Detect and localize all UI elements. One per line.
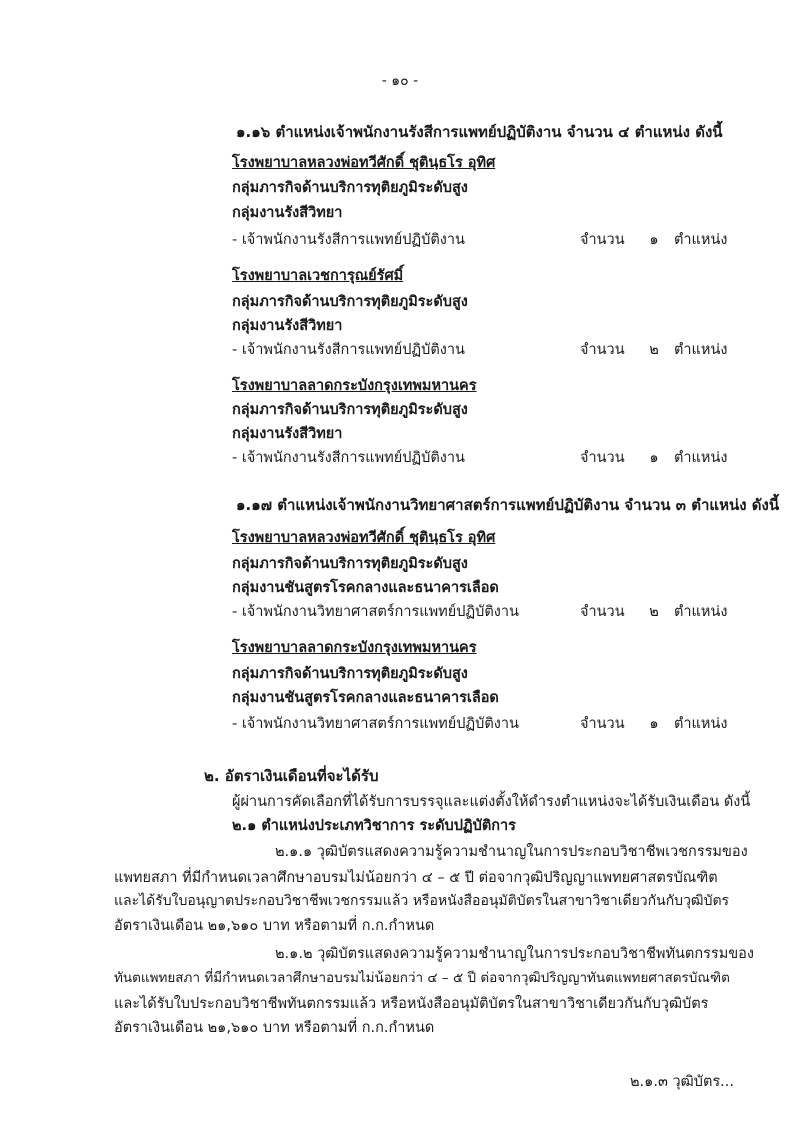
section-heading-1-17: ๑.๑๗ ตำแหน่งเจ้าพนักงานวิทยาศาสตร์การแพทย์ปฏิบัติงาน จำนวน ๓ ตำแหน่ง ดังนี้	[236, 496, 780, 514]
division-name: กลุ่มภารกิจด้านบริการทุติยภูมิระดับสูง	[232, 402, 468, 418]
hospital-name: โรงพยาบาลหลวงพ่อทวีศักดิ์ ชุตินฺธโร อุทิศ	[232, 155, 496, 171]
count-unit: ตำแหน่ง	[674, 450, 728, 466]
count-value: ๒	[649, 604, 659, 620]
paragraph-line: อัตราเงินเดือน ๒๑,๖๑๐ บาท หรือตามที่ ก.ก.กำหนด	[114, 1020, 435, 1036]
section-heading-1-16: ๑.๑๖ ตำแหน่งเจ้าพนักงานรังสีการแพทย์ปฏิบัติงาน จำนวน ๔ ตำแหน่ง ดังนี้	[236, 123, 723, 141]
hospital-name: โรงพยาบาลหลวงพ่อทวีศักดิ์ ชุตินฺธโร อุทิศ	[232, 530, 496, 546]
count-unit: ตำแหน่ง	[674, 232, 728, 248]
count-unit: ตำแหน่ง	[674, 604, 728, 620]
group-name: กลุ่มงานรังสีวิทยา	[232, 318, 343, 334]
count-value: ๒	[649, 342, 659, 358]
count-label: จำนวน	[580, 604, 625, 620]
division-name: กลุ่มภารกิจด้านบริการทุติยภูมิระดับสูง	[232, 666, 468, 682]
count-value: ๑	[649, 232, 659, 248]
position-name: - เจ้าพนักงานรังสีการแพทย์ปฏิบัติงาน	[232, 342, 465, 358]
count-value: ๑	[649, 450, 659, 466]
division-name: กลุ่มภารกิจด้านบริการทุติยภูมิระดับสูง	[232, 180, 468, 196]
group-name: กลุ่มงานรังสีวิทยา	[232, 205, 343, 221]
paragraph-line: และได้รับใบอนุญาตประกอบวิชาชีพเวชกรรมแล้ว หรือหนังสืออนุมัติบัตรในสาขาวิชาเดียวกันกับวุฒิบัตร	[114, 893, 730, 909]
division-name: กลุ่มภารกิจด้านบริการทุติยภูมิระดับสูง	[232, 556, 468, 572]
position-count	[580, 338, 727, 361]
salary-intro: ผู้ผ่านการคัดเลือกที่ได้รับการบรรจุและแต่งตั้งให้ดำรงตำแหน่งจะได้รับเงินเดือน ดังนี้	[232, 794, 751, 810]
count-label: จำนวน	[580, 342, 625, 358]
paragraph-line: แพทยสภา ที่มีกำหนดเวลาศึกษาอบรมไม่น้อยกว่า ๔ – ๕ ปี ต่อจากวุฒิปริญญาแพทยศาสตรบัณฑิต	[114, 870, 718, 886]
division-name: กลุ่มภารกิจด้านบริการทุติยภูมิระดับสูง	[232, 294, 468, 310]
paragraph-line: ๒.๑.๑ วุฒิบัตรแสดงความรู้ความชำนาญในการประกอบวิชาชีพเวชกรรมของ	[275, 844, 748, 860]
position-name: - เจ้าพนักงานวิทยาศาสตร์การแพทย์ปฏิบัติงาน	[232, 604, 519, 620]
group-name: กลุ่มงานรังสีวิทยา	[232, 426, 343, 442]
paragraph-line: และได้รับใบประกอบวิชาชีพทันตกรรมแล้ว หรือหนังสืออนุมัติบัตรในสาขาวิชาเดียวกันกับวุฒิบัตร	[114, 996, 709, 1012]
count-label: จำนวน	[580, 716, 625, 732]
hospital-name: โรงพยาบาลลาดกระบังกรุงเทพมหานคร	[232, 640, 477, 656]
position-name: - เจ้าพนักงานรังสีการแพทย์ปฏิบัติงาน	[232, 450, 465, 466]
paragraph-line: ๒.๑.๒ วุฒิบัตรแสดงความรู้ความชำนาญในการประกอบวิชาชีพทันตกรรมของ	[275, 946, 754, 962]
group-name: กลุ่มงานชันสูตรโรคกลางและธนาคารเลือด	[232, 690, 499, 706]
salary-sub-heading: ๒.๑ ตำแหน่งประเภทวิชาการ ระดับปฏิบัติการ	[232, 818, 516, 834]
hospital-name: โรงพยาบาลลาดกระบังกรุงเทพมหานคร	[232, 378, 477, 394]
position-count	[580, 228, 727, 251]
count-label: จำนวน	[580, 232, 625, 248]
salary-heading: ๒. อัตราเงินเดือนที่จะได้รับ	[204, 767, 379, 785]
hospital-name: โรงพยาบาลเวชการุณย์รัศมิ์	[232, 268, 404, 284]
group-name: กลุ่มงานชันสูตรโรคกลางและธนาคารเลือด	[232, 580, 499, 596]
page-number: - ๑๐ -	[381, 73, 419, 89]
count-value: ๑	[649, 716, 659, 732]
position-count	[580, 600, 727, 623]
position-count	[580, 712, 727, 735]
continuation-marker: ๒.๑.๓ วุฒิบัตร...	[630, 1074, 734, 1090]
position-name: - เจ้าพนักงานรังสีการแพทย์ปฏิบัติงาน	[232, 232, 465, 248]
paragraph-line: ทันตแพทยสภา ที่มีกำหนดเวลาศึกษาอบรมไม่น้อยกว่า ๔ – ๕ ปี ต่อจากวุฒิปริญญาทันตแพทยศาสตรบัณฑิต	[114, 970, 730, 986]
count-label: จำนวน	[580, 450, 625, 466]
count-unit: ตำแหน่ง	[674, 716, 728, 732]
position-name: - เจ้าพนักงานวิทยาศาสตร์การแพทย์ปฏิบัติงาน	[232, 716, 519, 732]
paragraph-line: อัตราเงินเดือน ๒๑,๖๑๐ บาท หรือตามที่ ก.ก.กำหนด	[114, 918, 435, 934]
count-unit: ตำแหน่ง	[674, 342, 728, 358]
position-count	[580, 446, 727, 469]
